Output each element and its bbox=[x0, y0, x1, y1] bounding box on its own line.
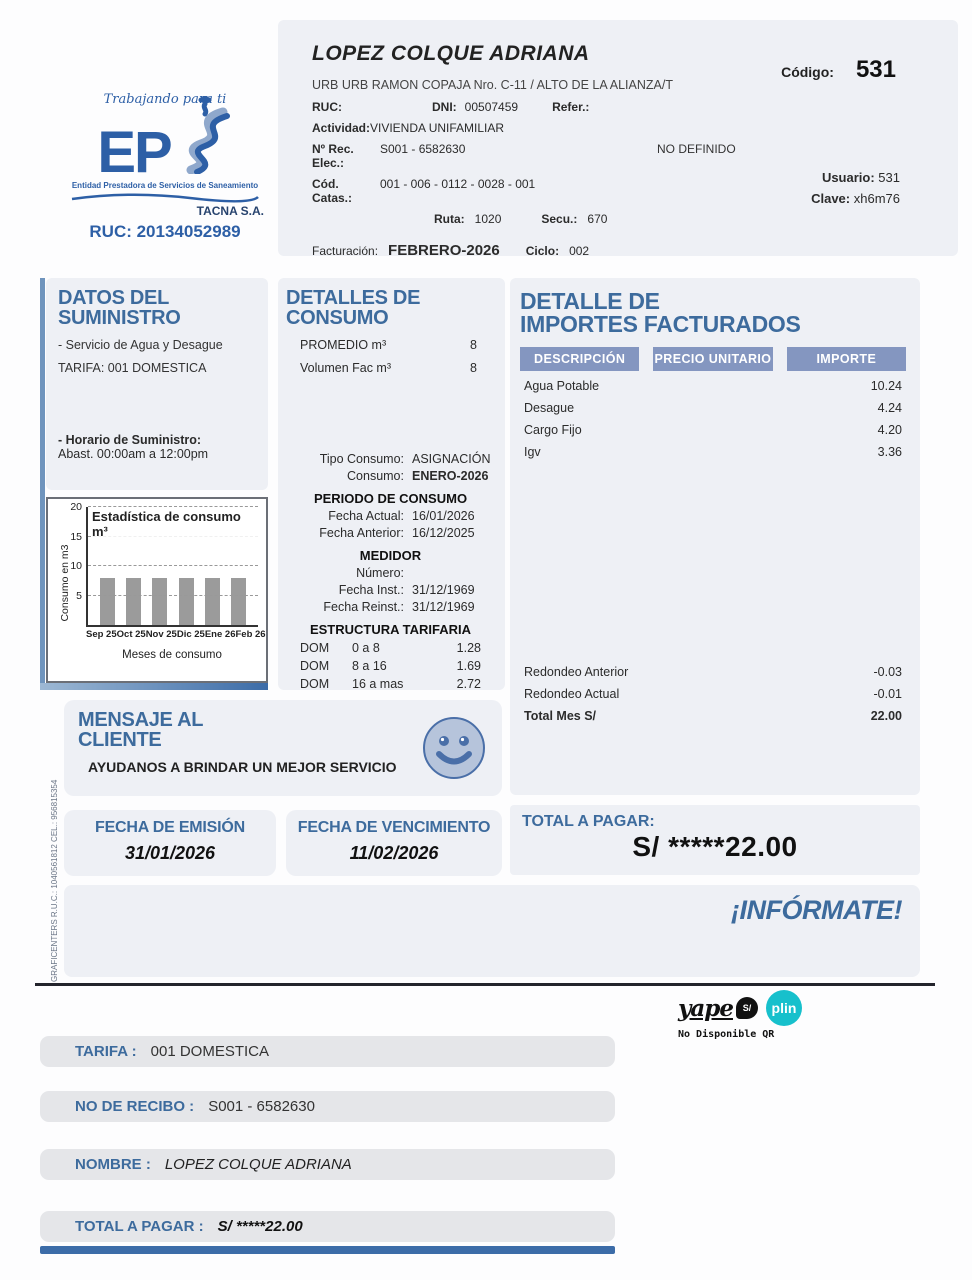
chart-yaxis bbox=[60, 501, 84, 625]
detalle-importes bbox=[510, 278, 920, 795]
table-row bbox=[520, 423, 906, 437]
fecha-emision-value: 31/01/2026 bbox=[124, 843, 216, 863]
tarifa-precio: 2.72 bbox=[456, 676, 481, 691]
fecha-emision bbox=[64, 810, 276, 876]
total-row-value: 22.00 bbox=[870, 709, 902, 723]
total-row-value: -0.01 bbox=[873, 687, 902, 701]
numero-label: Número: bbox=[356, 565, 404, 580]
payment-methods bbox=[678, 990, 878, 1040]
chart-bar bbox=[179, 578, 194, 625]
importes-title-2: IMPORTES FACTURADOS bbox=[520, 311, 801, 338]
x-tick-label: Ene 26 bbox=[204, 629, 236, 640]
ruta-label: Ruta: bbox=[434, 212, 465, 226]
datos-title-2: SUMINISTRO bbox=[58, 307, 181, 330]
facturacion-label: Facturación: bbox=[312, 244, 379, 258]
fecha-reinst-value: 31/12/1969 bbox=[412, 599, 475, 614]
importe-cell: 4.24 bbox=[877, 400, 902, 415]
x-tick-label: Sep 25 bbox=[86, 629, 117, 640]
chart-bar bbox=[126, 578, 141, 625]
column-header: DESCRIPCIÓN bbox=[520, 347, 639, 371]
summary-pill bbox=[40, 1149, 615, 1180]
descripcion-cell: Desague bbox=[524, 400, 575, 415]
total-row-label: Total Mes S/ bbox=[524, 709, 597, 723]
chart-bar bbox=[100, 578, 115, 625]
total-row bbox=[524, 665, 902, 679]
chart-bar bbox=[231, 578, 246, 625]
x-tick-label: Feb 26 bbox=[235, 629, 266, 640]
gridline bbox=[88, 595, 258, 596]
chart-bar bbox=[205, 578, 220, 625]
fecha-vencimiento-value: 11/02/2026 bbox=[349, 843, 439, 863]
qr-note: No Disponible QR bbox=[678, 1029, 775, 1040]
total-row bbox=[524, 687, 902, 701]
column-header: PRECIO UNITARIO bbox=[653, 347, 772, 371]
gridline bbox=[88, 565, 258, 566]
tarifa-rango: 16 a mas bbox=[352, 676, 404, 691]
tarifa-tipo: DOM bbox=[300, 658, 330, 673]
chart-ylabel: Consumo en m3 bbox=[59, 544, 71, 622]
fecha-inst-value: 31/12/1969 bbox=[412, 582, 475, 597]
customer-name: LOPEZ COLQUE ADRIANA bbox=[312, 42, 590, 65]
summary-label: TOTAL A PAGAR : bbox=[75, 1218, 204, 1235]
descripcion-cell: Cargo Fijo bbox=[524, 422, 582, 437]
promedio-label: PROMEDIO m³ bbox=[300, 337, 387, 352]
tipo-consumo-value: ASIGNACIÓN bbox=[412, 451, 491, 466]
actividad-value: VIVIENDA UNIFAMILIAR bbox=[370, 121, 505, 135]
y-tick-label: 20 bbox=[70, 501, 82, 513]
gridline bbox=[88, 506, 258, 507]
summary-value: 001 DOMESTICA bbox=[150, 1043, 270, 1060]
chart-xlabels bbox=[86, 629, 266, 640]
logo-tagline: Trabajando para ti bbox=[103, 92, 227, 107]
column-header: IMPORTE bbox=[787, 347, 906, 371]
consumption-chart bbox=[46, 497, 268, 683]
customer-address: URB URB RAMON COPAJA Nro. C-11 / ALTO DE LA ALIANZA/T bbox=[312, 78, 673, 92]
ruc-label: RUC: bbox=[312, 100, 342, 114]
eps-logo bbox=[58, 92, 272, 242]
tarifa-row bbox=[286, 641, 495, 655]
volumen-value: 8 bbox=[470, 360, 477, 375]
codigo-block bbox=[781, 56, 896, 84]
x-tick-label: Dic 25 bbox=[176, 629, 205, 640]
logo-wave-icon bbox=[70, 193, 260, 203]
dni-value: 00507459 bbox=[464, 100, 519, 114]
importes-title-1: DETALLE DE bbox=[520, 288, 660, 314]
chart-plot bbox=[86, 507, 258, 627]
x-tick-label: Oct 25 bbox=[116, 629, 146, 640]
dni-label: DNI: bbox=[432, 100, 457, 114]
total-label: TOTAL A PAGAR: bbox=[522, 813, 655, 830]
total-row-value: -0.03 bbox=[873, 665, 902, 679]
descripcion-cell: Agua Potable bbox=[524, 378, 600, 393]
tarifa-line: TARIFA: 001 DOMESTICA bbox=[58, 360, 207, 375]
customer-header bbox=[278, 20, 958, 259]
summary-pill bbox=[40, 1211, 615, 1242]
estructura-rows bbox=[286, 641, 495, 691]
yape-badge-icon: S/ bbox=[736, 997, 758, 1019]
fecha-inst-label: Fecha Inst.: bbox=[338, 582, 404, 597]
consumo-title-1: DETALLES DE bbox=[286, 287, 421, 309]
secu-label: Secu.: bbox=[541, 212, 578, 226]
printer-note: GRAFICENTERS R.U.C.: 1040561812 CEL.: 956815354 bbox=[50, 779, 59, 982]
promedio-value: 8 bbox=[470, 337, 477, 352]
tarifa-row bbox=[286, 659, 495, 673]
summary-value: S001 - 6582630 bbox=[208, 1098, 315, 1115]
informate-box bbox=[64, 885, 920, 977]
summary-pill bbox=[40, 1091, 615, 1122]
total-value: S/ *****22.00 bbox=[632, 831, 798, 862]
mensaje-title-2: CLIENTE bbox=[78, 729, 162, 752]
ciclo-label: Ciclo: bbox=[525, 244, 560, 258]
secu-value: 670 bbox=[587, 212, 608, 226]
usuario-label: Usuario: bbox=[821, 170, 875, 185]
summary-value: LOPEZ COLQUE ADRIANA bbox=[164, 1156, 352, 1173]
table-body bbox=[520, 371, 906, 459]
descripcion-cell: Igv bbox=[524, 444, 541, 459]
clave-label: Clave: bbox=[811, 190, 851, 206]
x-tick-label: Nov 25 bbox=[145, 629, 177, 640]
fecha-emision-label: FECHA DE EMISIÓN bbox=[95, 819, 245, 836]
plin-logo: plin bbox=[766, 990, 802, 1026]
tarifa-tipo: DOM bbox=[300, 676, 330, 691]
tarifa-row bbox=[286, 677, 495, 691]
chart-title: Estadística de consumo m³ bbox=[92, 509, 258, 539]
volumen-label: Volumen Fac m³ bbox=[300, 360, 392, 375]
fecha-actual-value: 16/01/2026 bbox=[412, 508, 475, 523]
actividad-label: Actividad: bbox=[312, 121, 371, 135]
tarifa-rango: 8 a 16 bbox=[352, 658, 387, 673]
chart-xlabel: Meses de consumo bbox=[122, 649, 222, 661]
importe-cell: 4.20 bbox=[877, 422, 902, 437]
fecha-anterior-value: 16/12/2025 bbox=[412, 525, 475, 540]
total-row-label: Redondeo Anterior bbox=[524, 665, 629, 679]
table-totals bbox=[520, 657, 906, 785]
importe-cell: 10.24 bbox=[870, 378, 902, 393]
logo-text: EP bbox=[97, 119, 171, 185]
no-definido: NO DEFINIDO bbox=[657, 142, 736, 156]
bottom-accent-bar bbox=[40, 683, 268, 690]
summary-label: TARIFA : bbox=[75, 1043, 137, 1060]
y-tick-label: 5 bbox=[76, 589, 82, 602]
logo-company: TACNA S.A. bbox=[196, 204, 264, 218]
mensaje-title-1: MENSAJE AL bbox=[78, 709, 204, 731]
horario-value: Abast. 00:00am a 12:00pm bbox=[58, 446, 209, 461]
summary-label: NO DE RECIBO : bbox=[75, 1098, 195, 1115]
estructura-title: ESTRUCTURA TARIFARIA bbox=[309, 621, 472, 637]
servicio-line: - Servicio de Agua y Desague bbox=[58, 337, 223, 352]
chart-bar bbox=[152, 578, 167, 625]
periodo-title: PERIODO DE CONSUMO bbox=[313, 490, 468, 506]
fecha-vencimiento-label: FECHA DE VENCIMIENTO bbox=[297, 819, 491, 836]
usuario-block bbox=[811, 168, 900, 210]
summary-label: NOMBRE : bbox=[75, 1156, 151, 1173]
tarifa-precio: 1.28 bbox=[456, 640, 481, 655]
rec-elec-label: Nº Rec. Elec.: bbox=[312, 142, 354, 170]
summary-pill bbox=[40, 1036, 615, 1067]
tipo-consumo-label: Tipo Consumo: bbox=[319, 451, 404, 466]
consumo-mes-label: Consumo: bbox=[347, 468, 404, 483]
refer-label: Refer.: bbox=[552, 100, 590, 114]
tarifa-tipo: DOM bbox=[300, 640, 330, 655]
medidor-title: MEDIDOR bbox=[359, 547, 422, 563]
water-swoosh-icon bbox=[171, 96, 233, 179]
fecha-vencimiento bbox=[286, 810, 502, 876]
catas-label: Cód. Catas.: bbox=[312, 177, 353, 205]
logo-ruc: RUC: 20134052989 bbox=[89, 222, 241, 241]
catas-value: 001 - 006 - 0112 - 0028 - 001 bbox=[380, 177, 536, 191]
consumo-title-2: CONSUMO bbox=[286, 307, 389, 330]
rec-elec-value: S001 - 6582630 bbox=[380, 142, 466, 156]
consumo-mes-value: ENERO-2026 bbox=[412, 468, 489, 483]
informate-text: ¡INFÓRMATE! bbox=[731, 895, 902, 925]
yape-logo: yape S/ bbox=[678, 995, 758, 1022]
ciclo-value: 002 bbox=[569, 244, 590, 258]
total-row-label: Redondeo Actual bbox=[524, 687, 620, 701]
logo-subtitle: Entidad Prestadora de Servicios de Saneamiento bbox=[71, 181, 259, 190]
ruta-value: 1020 bbox=[474, 212, 502, 226]
fecha-reinst-label: Fecha Reinst.: bbox=[323, 599, 404, 614]
section-divider bbox=[35, 983, 935, 986]
codigo-value: 531 bbox=[855, 56, 896, 83]
fecha-actual-label: Fecha Actual: bbox=[328, 508, 404, 523]
mensaje-body: AYUDANOS A BRINDAR UN MEJOR SERVICIO bbox=[88, 758, 397, 775]
tarifa-rango: 0 a 8 bbox=[352, 640, 380, 655]
facturacion-value: FEBRERO-2026 bbox=[388, 242, 500, 259]
datos-suministro bbox=[46, 278, 268, 490]
total-row bbox=[524, 709, 902, 723]
datos-title-1: DATOS DEL bbox=[58, 287, 170, 309]
detalles-consumo bbox=[278, 278, 505, 690]
usuario-value: 531 bbox=[878, 170, 900, 185]
importe-cell: 3.36 bbox=[877, 444, 902, 459]
bottom-blue-bar bbox=[40, 1246, 615, 1254]
total-a-pagar bbox=[510, 805, 920, 875]
left-accent-bar bbox=[40, 278, 45, 690]
table-row bbox=[520, 445, 906, 459]
clave-value: xh6m76 bbox=[853, 190, 900, 206]
table-header bbox=[520, 347, 906, 371]
y-tick-label: 15 bbox=[70, 530, 82, 543]
horario-label: - Horario de Suministro: bbox=[58, 432, 202, 447]
table-row bbox=[520, 379, 906, 393]
codigo-label: Código: bbox=[781, 64, 834, 80]
table-row bbox=[520, 401, 906, 415]
y-tick-label: 10 bbox=[70, 560, 82, 572]
smiley-icon bbox=[422, 716, 486, 785]
tarifa-precio: 1.69 bbox=[456, 658, 481, 673]
summary-value: S/ *****22.00 bbox=[217, 1218, 303, 1235]
mensaje-cliente bbox=[64, 700, 502, 796]
fecha-anterior-label: Fecha Anterior: bbox=[319, 525, 404, 540]
